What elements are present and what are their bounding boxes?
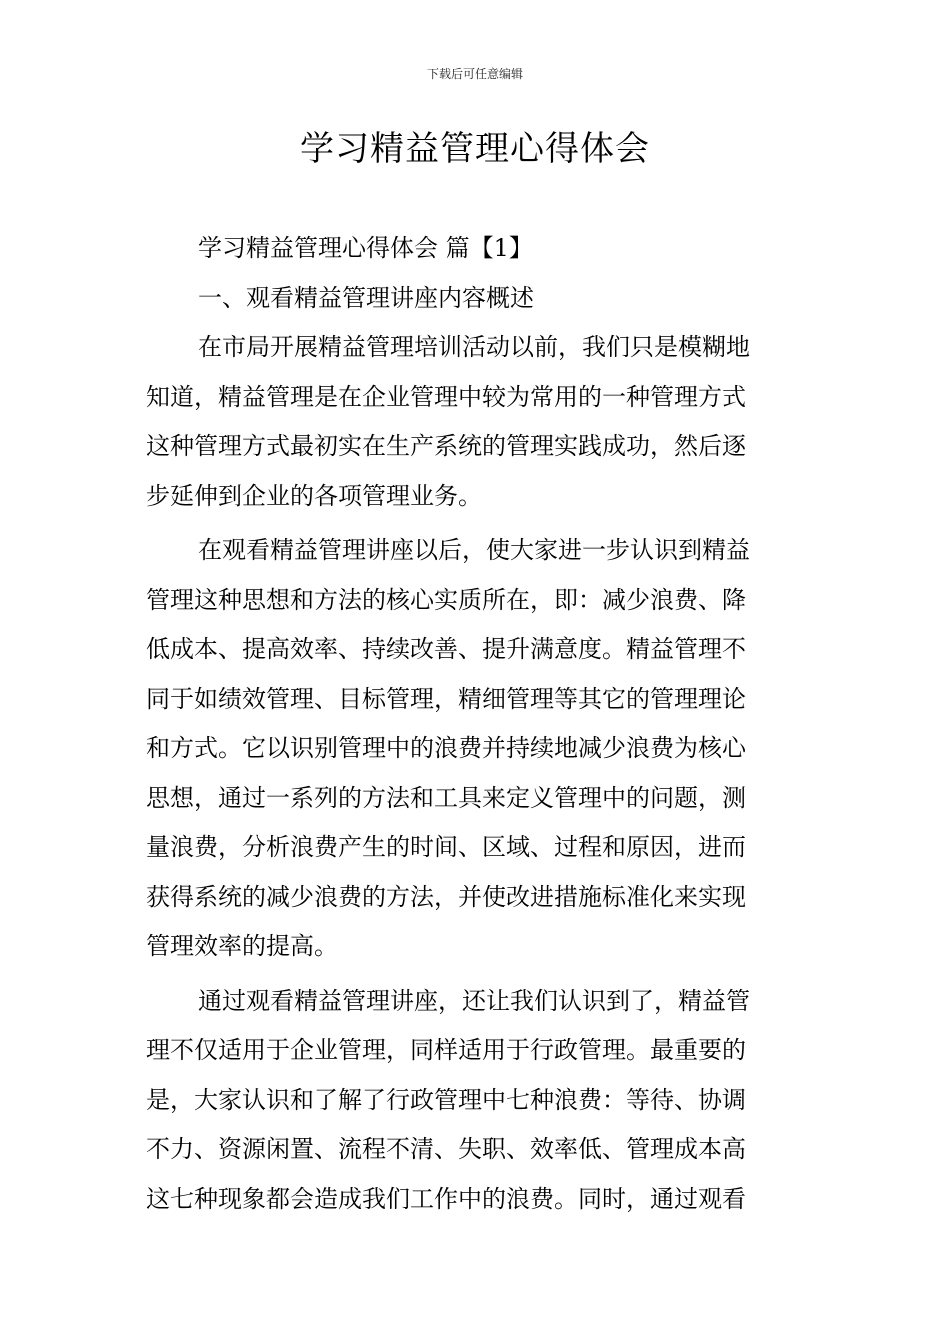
paragraph-line: 管理这种思想和方法的核心实质所在，即：减少浪费、降 [146, 585, 746, 614]
paragraph-line: 低成本、提高效率、持续改善、提升满意度。精益管理不 [146, 635, 746, 663]
paragraph-line: 量浪费，分析浪费产生的时间、区域、过程和原因，进而 [146, 833, 746, 861]
paragraph-line: 和方式。它以识别管理中的浪费并持续地减少浪费为核心 [146, 734, 746, 762]
paragraph-line: 知道，精益管理是在企业管理中较为常用的一种管理方式 [146, 382, 746, 411]
paragraph-line: 在观看精益管理讲座以后，使大家进一步认识到精益 [198, 536, 750, 564]
document-body [146, 224, 806, 1224]
paragraph-line: 步延伸到企业的各项管理业务。 [146, 481, 482, 510]
header-note: 下载后可任意编辑 [426, 67, 523, 81]
paragraph-line: 不力、资源闲置、流程不清、失职、效率低、管理成本高 [146, 1135, 746, 1163]
sub-heading: 一、观看精益管理讲座内容概述 [198, 283, 534, 312]
paragraph-line: 理不仅适用于企业管理，同样适用于行政管理。最重要的 [146, 1036, 746, 1064]
paragraph-line: 管理效率的提高。 [146, 932, 338, 960]
paragraph-line: 同于如绩效管理、目标管理，精细管理等其它的管理理论 [146, 684, 746, 713]
paragraph-1 [146, 323, 806, 521]
section-heading: 学习精益管理心得体会 篇【1】 [198, 234, 533, 262]
paragraph-line: 通过观看精益管理讲座，还让我们认识到了，精益管 [198, 986, 750, 1015]
paragraph-line: 这种管理方式最初实在生产系统的管理实践成功，然后逐 [146, 432, 746, 460]
paragraph-line: 是，大家认识和了解了行政管理中七种浪费：等待、协调 [146, 1085, 746, 1114]
paragraph-line: 在市局开展精益管理培训活动以前，我们只是模糊地 [198, 333, 750, 361]
paragraph-3 [146, 977, 806, 1225]
paragraph-2 [146, 526, 806, 972]
paragraph-line: 获得系统的减少浪费的方法，并使改进措施标准化来实现 [146, 882, 746, 911]
paragraph-line: 这七种现象都会造成我们工作中的浪费。同时，通过观看 [146, 1184, 746, 1213]
document-title: 学习精益管理心得体会 [300, 129, 650, 169]
paragraph-line: 思想，通过一系列的方法和工具来定义管理中的问题，测 [146, 783, 746, 812]
